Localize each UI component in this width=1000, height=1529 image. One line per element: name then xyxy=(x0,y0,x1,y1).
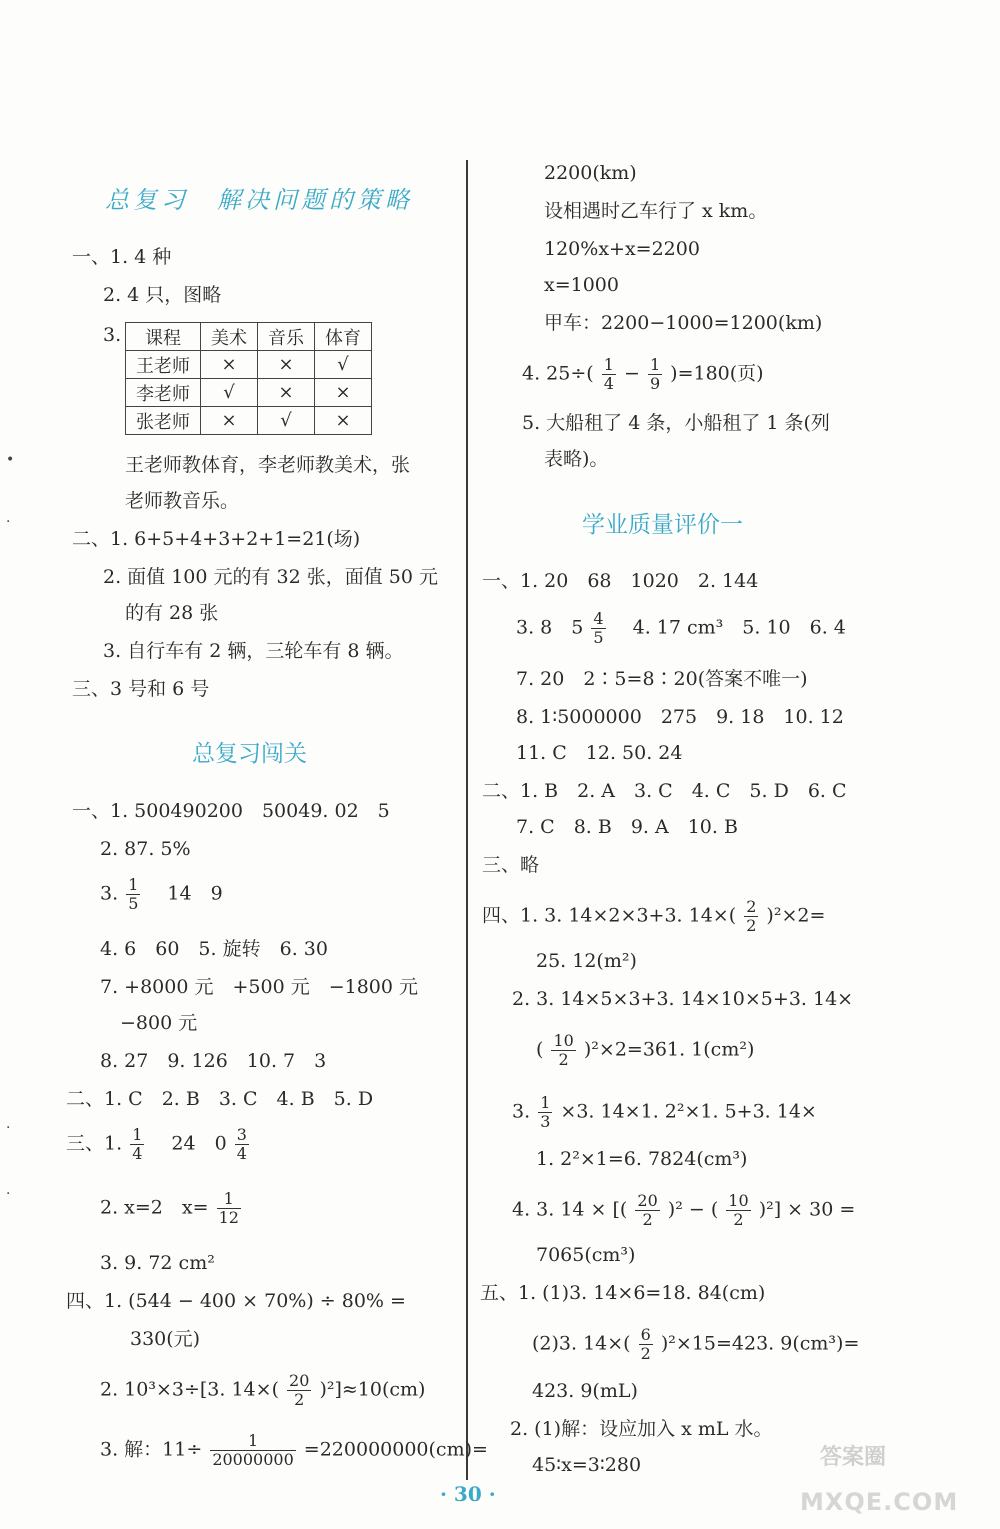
page-number: · 30 · xyxy=(440,1482,496,1506)
answer-line: 8. 27 9. 126 10. 7 3 xyxy=(100,1050,327,1072)
text-fragment: 4. 17 cm³ 5. 10 6. 4 xyxy=(613,616,846,639)
text-fragment: )²×2= xyxy=(766,904,826,927)
scan-speck: · xyxy=(6,1120,11,1136)
answer-line: 11. C 12. 50. 24 xyxy=(516,742,683,764)
fraction-denominator: 4 xyxy=(236,1144,247,1163)
scan-speck: · xyxy=(6,514,11,530)
answer-line: 423. 9(mL) xyxy=(532,1380,638,1402)
answer-line xyxy=(512,1094,817,1131)
fraction-denominator: 4 xyxy=(132,1144,143,1163)
text-fragment: ×3. 14×1. 2²×1. 5+3. 14× xyxy=(560,1100,817,1123)
fraction-numerator: 1 xyxy=(210,1432,295,1451)
answer-line xyxy=(532,1326,859,1363)
section-title-review: 总复习闯关 xyxy=(192,741,307,767)
text-fragment: )² − ( xyxy=(667,1198,719,1221)
answer-line: 二、1. B 2. A 3. C 4. C 5. D 6. C xyxy=(482,780,847,802)
answer-line: x=1000 xyxy=(544,274,619,296)
fraction xyxy=(210,1432,295,1469)
answer-line xyxy=(100,1432,488,1469)
text-fragment: )²×15=423. 9(cm³)= xyxy=(660,1332,860,1355)
answer-line xyxy=(100,1190,243,1227)
answer-line xyxy=(536,1032,754,1069)
answer-line: 王老师教体育，李老师教美术，张 xyxy=(125,454,411,476)
answer-line: 一、1. 20 68 1020 2. 144 xyxy=(482,570,759,592)
text-fragment: − xyxy=(623,362,640,385)
answer-line: 330(元) xyxy=(130,1328,201,1350)
text-fragment: 2. 10³×3÷[3. 14×( xyxy=(100,1378,279,1401)
table-cell: √ xyxy=(315,351,372,379)
answer-line: 四、1. (544 − 400 × 70%) ÷ 80% = xyxy=(66,1290,406,1312)
fraction xyxy=(551,1032,575,1069)
fraction xyxy=(130,1126,144,1163)
answer-line: 7. C 8. B 9. A 10. B xyxy=(516,816,738,838)
table-cell: √ xyxy=(258,407,315,435)
answer-line: 1. 2²×1=6. 7824(cm³) xyxy=(536,1148,748,1170)
fraction xyxy=(639,1326,653,1363)
answer-line: 一、1. 500490200 50049. 02 5 xyxy=(72,800,390,822)
table-cell: × xyxy=(258,351,315,379)
text-fragment: 4. 25÷( xyxy=(522,362,594,385)
answer-line: 2. 4 只，图略 xyxy=(103,284,222,306)
table-header-row xyxy=(126,323,372,351)
answer-line xyxy=(482,898,825,935)
fraction-numerator: 10 xyxy=(728,1191,749,1210)
fraction-denominator: 2 xyxy=(640,1344,651,1363)
section-title-strategy: 总复习 解决问题的策略 xyxy=(105,186,413,214)
table-cell: × xyxy=(201,351,258,379)
fraction xyxy=(287,1372,311,1409)
text-fragment: 14 9 xyxy=(148,882,223,905)
answer-line: 7. +8000 元 +500 元 −1800 元 xyxy=(100,976,419,998)
fraction-numerator: 3 xyxy=(236,1125,247,1144)
text-fragment: ( xyxy=(536,1038,544,1061)
fraction-numerator: 2 xyxy=(746,897,757,916)
fraction-numerator: 6 xyxy=(640,1325,651,1344)
answer-line: 的有 28 张 xyxy=(125,602,219,624)
fraction xyxy=(591,610,605,647)
course-table xyxy=(125,322,372,435)
answer-line: 三、3 号和 6 号 xyxy=(72,678,210,700)
text-fragment: 3. 8 5 xyxy=(516,616,584,639)
fraction-numerator: 20 xyxy=(289,1371,310,1390)
answer-line: 7065(cm³) xyxy=(536,1244,636,1266)
column-divider xyxy=(466,160,468,1480)
answer-line: 8. 1∶5000000 275 9. 18 10. 12 xyxy=(516,706,844,728)
fraction xyxy=(648,356,662,393)
watermark-logo: 答案圈 xyxy=(820,1445,887,1470)
fraction-denominator: 2 xyxy=(558,1050,569,1069)
table-cell: √ xyxy=(201,379,258,407)
section-title-quality: 学业质量评价一 xyxy=(582,512,743,538)
fraction-denominator: 5 xyxy=(593,628,604,647)
text-fragment: )²]≈10(cm) xyxy=(319,1378,426,1401)
table-row xyxy=(126,407,372,435)
table-cell: × xyxy=(315,407,372,435)
text-fragment: )²] × 30 = xyxy=(758,1198,856,1221)
text-fragment: 3. xyxy=(512,1100,531,1123)
answer-line: 表略)。 xyxy=(544,448,609,470)
fraction-denominator: 4 xyxy=(603,374,614,393)
answer-line: 2. 3. 14×5×3+3. 14×10×5+3. 14× xyxy=(512,988,854,1010)
table-header-cell: 课程 xyxy=(126,323,201,351)
answer-line: 25. 12(m²) xyxy=(536,950,637,972)
fraction xyxy=(217,1190,241,1227)
fraction-denominator: 2 xyxy=(642,1210,653,1229)
fraction xyxy=(126,876,140,913)
answer-line xyxy=(100,1372,425,1409)
answer-line xyxy=(66,1126,251,1163)
answer-line: 三、略 xyxy=(482,854,540,876)
fraction xyxy=(602,356,616,393)
answer-line: 2. (1)解：设应加入 x mL 水。 xyxy=(510,1418,773,1440)
answer-line: 45∶x=3∶280 xyxy=(532,1454,642,1476)
fraction-denominator: 5 xyxy=(128,894,139,913)
fraction xyxy=(235,1126,249,1163)
table-cell: 张老师 xyxy=(126,407,201,435)
answer-line: 120%x+x=2200 xyxy=(544,238,700,260)
answer-line: 甲车：2200−1000=1200(km) xyxy=(544,312,823,334)
table-cell: × xyxy=(258,379,315,407)
fraction-denominator: 2 xyxy=(746,916,757,935)
table-cell: × xyxy=(201,407,258,435)
answer-line xyxy=(100,876,223,913)
answer-line: 3. 自行车有 2 辆，三轮车有 8 辆。 xyxy=(103,640,404,662)
fraction-denominator: 2 xyxy=(294,1390,305,1409)
text-fragment: )=180(页) xyxy=(670,362,764,385)
fraction-numerator: 1 xyxy=(649,355,661,374)
text-fragment: 4. 3. 14 × [( xyxy=(512,1198,628,1221)
answer-line: 老师教音乐。 xyxy=(125,490,240,512)
answer-line: 3. xyxy=(103,324,122,346)
fraction xyxy=(635,1192,659,1229)
table-cell: × xyxy=(315,379,372,407)
fraction-denominator: 9 xyxy=(649,374,661,393)
text-fragment: 24 0 xyxy=(152,1132,227,1155)
answer-line: 二、1. C 2. B 3. C 4. B 5. D xyxy=(66,1088,374,1110)
table-cell: 李老师 xyxy=(126,379,201,407)
table-header-cell: 音乐 xyxy=(258,323,315,351)
answer-line xyxy=(522,356,764,393)
answer-line xyxy=(512,1192,855,1229)
fraction xyxy=(744,898,758,935)
answer-line: 五、1. (1)3. 14×6=18. 84(cm) xyxy=(480,1282,766,1304)
fraction-denominator: 3 xyxy=(540,1112,551,1131)
answer-line: 二、1. 6+5+4+3+2+1=21(场) xyxy=(72,528,361,550)
text-fragment: )²×2=361. 1(cm²) xyxy=(583,1038,755,1061)
fraction-numerator: 1 xyxy=(132,1125,143,1144)
fraction-denominator: 2 xyxy=(733,1210,744,1229)
watermark-url: MXQE.COM xyxy=(800,1488,959,1516)
text-fragment: (2)3. 14×( xyxy=(532,1332,631,1355)
fraction xyxy=(726,1192,750,1229)
answer-line: 设相遇时乙车行了 x km。 xyxy=(544,200,768,222)
fraction-numerator: 10 xyxy=(553,1031,574,1050)
answer-line: 7. 20 2∶5=8∶20(答案不唯一) xyxy=(516,668,808,690)
answer-line: 2. 87. 5% xyxy=(100,838,191,860)
fraction-numerator: 20 xyxy=(637,1191,658,1210)
fraction xyxy=(538,1094,552,1131)
table-header-cell: 体育 xyxy=(315,323,372,351)
fraction-denominator: 20000000 xyxy=(212,1450,294,1469)
answer-line: 4. 6 60 5. 旋转 6. 30 xyxy=(100,938,328,960)
text-fragment: 四、1. 3. 14×2×3+3. 14×( xyxy=(482,904,737,927)
table-row xyxy=(126,379,372,407)
text-fragment: 三、1. xyxy=(66,1132,123,1155)
scan-speck: · xyxy=(6,1186,11,1202)
text-fragment: =220000000(cm)= xyxy=(303,1438,488,1461)
fraction-numerator: 1 xyxy=(128,875,139,894)
answer-line: 2200(km) xyxy=(544,162,637,184)
fraction-denominator: 12 xyxy=(218,1208,239,1227)
scan-speck: • xyxy=(6,452,15,468)
table-cell: 王老师 xyxy=(126,351,201,379)
answer-line: 5. 大船租了 4 条，小船租了 1 条(列 xyxy=(522,412,830,434)
text-fragment: 3. 解：11÷ xyxy=(100,1438,203,1461)
fraction-numerator: 1 xyxy=(540,1093,551,1112)
text-fragment: 2. x=2 x= xyxy=(100,1196,209,1219)
text-fragment: 3. xyxy=(100,882,119,905)
fraction-numerator: 4 xyxy=(593,609,604,628)
fraction-numerator: 1 xyxy=(603,355,614,374)
table-row xyxy=(126,351,372,379)
answer-line: −800 元 xyxy=(120,1012,198,1034)
answer-line: 一、1. 4 种 xyxy=(72,246,172,268)
answer-line: 3. 9. 72 cm² xyxy=(100,1252,215,1274)
answer-line: 2. 面值 100 元的有 32 张，面值 50 元 xyxy=(103,566,439,588)
fraction-numerator: 1 xyxy=(217,1190,241,1209)
table-header-cell: 美术 xyxy=(201,323,258,351)
answer-line xyxy=(516,610,846,647)
